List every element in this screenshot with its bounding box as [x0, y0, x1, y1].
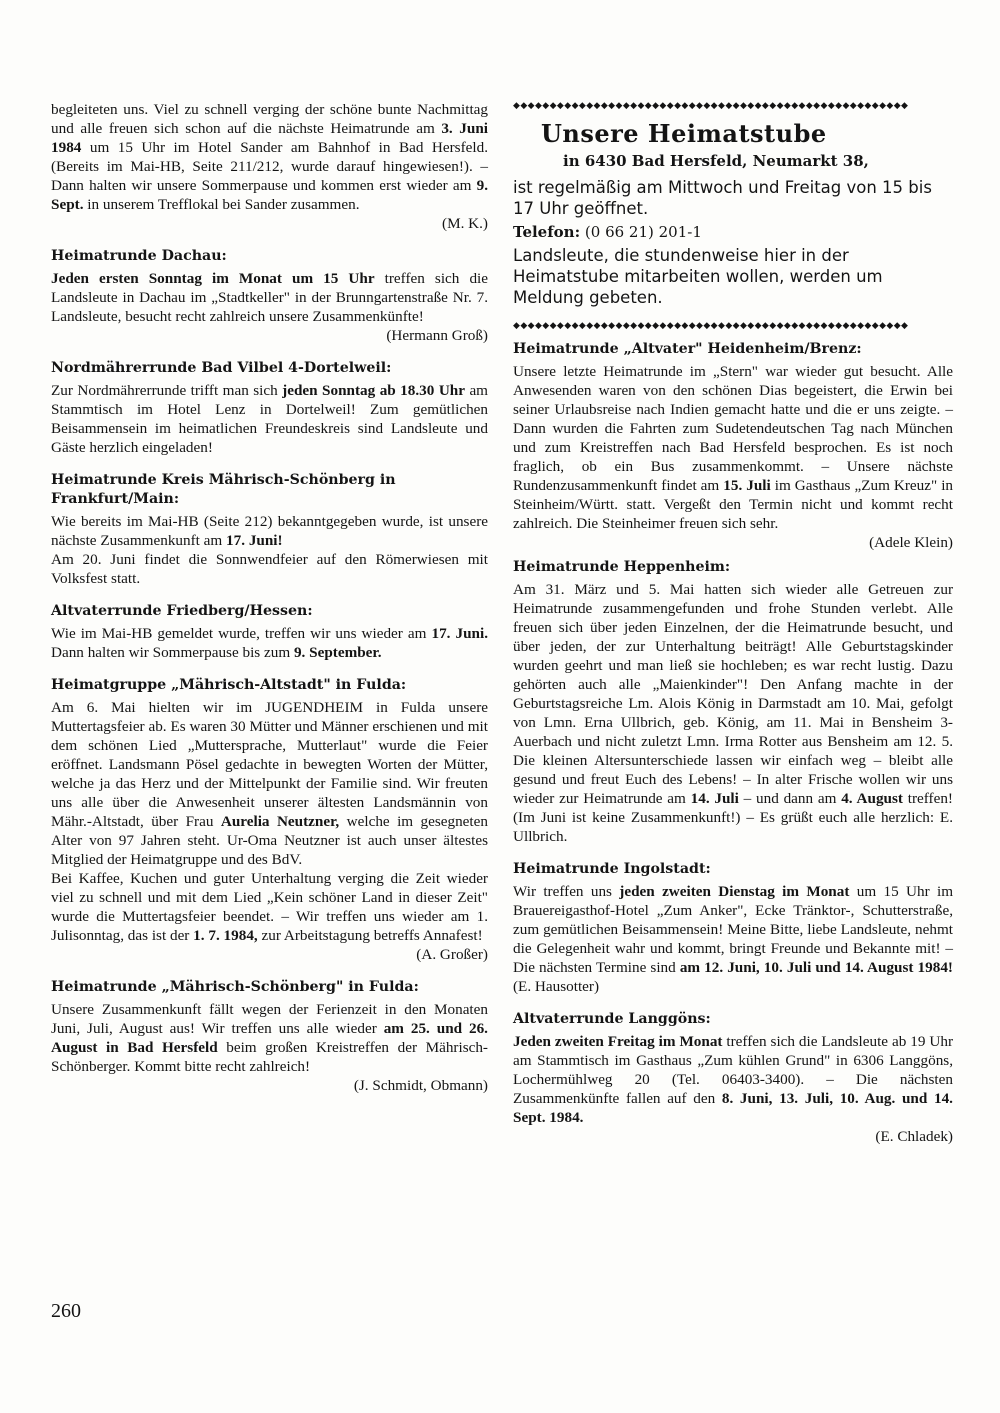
bold-span: am 12. Juni, 10. Juli und 14. August 1984! — [679, 959, 953, 976]
bold-span: jeden zweiten Dienstag im Monat — [619, 883, 850, 900]
article-frankfurt — [51, 471, 488, 588]
text-span: (E. Hausotter) — [513, 978, 600, 995]
text-span: in unserem Trefflokal bei Sander zusammen. — [83, 196, 360, 213]
text-span: begleiteten uns. Viel zu schnell verging der schöne bunte Nachmittag und alle freuen sich schon auf die nächste Heimatrunde am — [51, 101, 488, 137]
text-span: Bei Kaffee, Kuchen und guter Unterhaltung verging die Zeit wieder viel zu schnell und mit dem Lied „Kein schöner Land in dieser Zeit" wurde die Muttertagsfeier beendet. – Wir treffen uns wieder am 1. Julisonntag, das ist der — [51, 870, 488, 944]
article-title: Heimatrunde Dachau: — [51, 248, 227, 264]
text-span: am Stammtisch im Hotel Lenz in Dortelweil! Zum gemütlichen Beisammensein im heimatlichen Freundeskreis sind Landsleute und Gäste herzlich eingeladen! — [51, 382, 488, 456]
telephone — [513, 222, 953, 242]
article-ingolstadt — [513, 860, 953, 996]
article-fulda-schoenberg — [51, 978, 488, 1095]
article-body — [51, 869, 488, 964]
telephone-number: (0 66 21) 201-1 — [580, 223, 702, 241]
signature: (A. Großer) — [416, 946, 488, 963]
text-span: um 15 Uhr im Brauereigasthof-Hotel „Zum Anker", Ecke Tränktor-, Schutterstraße, zum gemütlichen Beisammensein! Meine Bitte, liebe Landsleute, nehmt die Gelegenheit wahr und kommt, bringt Freunde und Bekannte mit! – Die nächsten Termine sind — [513, 883, 954, 976]
bold-span: 1. 7. 1984, — [193, 927, 258, 944]
article-body — [513, 580, 953, 846]
telephone-label: Telefon: — [513, 223, 581, 241]
bold-span: 9. September. — [293, 644, 382, 661]
bold-span: Aurelia Neutzner, — [220, 813, 340, 830]
article-body — [51, 100, 488, 233]
diamond-divider: ◆◆◆◆◆◆◆◆◆◆◆◆◆◆◆◆◆◆◆◆◆◆◆◆◆◆◆◆◆◆◆◆◆◆◆◆◆◆◆◆◆◆◆◆◆◆◆◆◆◆◆◆◆◆ — [513, 321, 909, 331]
article-body — [51, 624, 488, 662]
text-span: treffen sich die Landsleute in Dachau im „Stadtkeller" in der Brunngartenstraße Nr. 7. Landsleute, besucht recht zahlreich unsere Zusammenkünfte! — [51, 270, 489, 325]
article-langgoens — [513, 1010, 953, 1146]
text-span: Am 31. März und 5. Mai hatten sich wieder alle Getreuen zur Heimatrunde zusammengefunden und frohe Stunden verlebt. Alle freuen sich über jeden Einzelnen, der die Heimatrunde besucht, und über jeden, der zur Unterhaltung beiträgt! Alle Geburtstagskinder wurden geehrt und man ließ sie hochleben; es war recht lustig. Dazu gehörten auch alle „Maienkinder"! Den Anfang machte in der Geburtstagsreiche Lm. Alois König in Darmstadt am 10. Mai, gefolgt von Lmn. Erna Ullbrich, geb. König, am 11. Mai in Bensheim 3-Auerbach und nicht zuletzt Lmn. Irma Rotter aus Bensheim am 12. 5. Die kleinen Altersunterschiede lassen wir einfach weg – bleibt alle gesund und freut Euch des Lebens! – In alter Frische wollen wir uns wieder zur Heimatrunde am — [513, 581, 953, 807]
heimatstube-title: Unsere Heimatstube — [541, 119, 827, 148]
bold-span: am 25. und 26. August in Bad Hersfeld — [51, 1020, 488, 1056]
heimatstube-address: in 6430 Bad Hersfeld, Neumarkt 38, — [563, 152, 869, 170]
right-column — [513, 100, 953, 1160]
text-span: treffen sich die Landsleute ab 19 Uhr am Stammtisch im Gasthaus „Zum kühlen Grund" in 6306 Langgöns, Lochermühlweg 20 (Tel. 06403-3400). – Die nächsten Zusammenkünfte fallen auf den — [513, 1033, 953, 1107]
bold-span: 17. Juni! — [226, 532, 283, 549]
text-span: treffen! (Im Juni ist keine Zusammenkunft!) – Es grüßt euch alle herzlich: E. Ullbrich. — [513, 790, 953, 845]
article-body: Am 20. Juni findet die Sonnwendfeier auf den Römerwiesen mit Volksfest statt. — [51, 551, 488, 587]
article-title: Heimatrunde Heppenheim: — [513, 559, 731, 575]
signature: (Adele Klein) — [869, 534, 953, 551]
article-body — [513, 882, 953, 996]
article-title: Nordmährerrunde Bad Vilbel 4-Dortelweil: — [51, 360, 392, 376]
bold-span: 8. Juni, 13. Juli, 10. Aug. und 14. Sept. 1984. — [513, 1090, 953, 1126]
article-title: Altvaterrunde Friedberg/Hessen: — [51, 603, 313, 619]
article-dachau — [51, 247, 488, 345]
signature: (M. K.) — [442, 215, 488, 232]
text-span: Am 6. Mai hielten wir im JUGENDHEIM in Fulda unsere Muttertagsfeier ab. Es waren 30 Mütter und Männer erschienen und mit dem schönen Lied „Muttersprache, Mutterlaut" wurde die Feier eröffnet. Landsmann Pösel gedachte in bewegten Worten der Mütter, welche ja das Herz und der Mittelpunkt der Familie sind. Wir freuten uns alle über die Anwesenheit unserer ältesten Landsmännin von Mähr.-Altstadt, über Frau — [51, 699, 488, 830]
left-column — [51, 100, 488, 1109]
signature: (Hermann Groß) — [386, 327, 488, 344]
text-span: zur Arbeitstagung betreffs Annafest! — [257, 927, 483, 944]
signature: (J. Schmidt, Obmann) — [353, 1077, 488, 1094]
bold-span: 9. Sept. — [51, 177, 488, 213]
diamond-divider: ◆◆◆◆◆◆◆◆◆◆◆◆◆◆◆◆◆◆◆◆◆◆◆◆◆◆◆◆◆◆◆◆◆◆◆◆◆◆◆◆◆◆◆◆◆◆◆◆◆◆◆◆◆◆ — [513, 101, 909, 111]
signature: (E. Chladek) — [875, 1128, 953, 1145]
text-span: – und dann am — [738, 790, 842, 807]
article-body — [51, 269, 488, 345]
article-heppenheim — [513, 558, 953, 846]
article-body — [513, 362, 953, 552]
bold-span: Jeden ersten Sonntag im Monat um 15 Uhr — [51, 270, 375, 287]
article-body — [51, 698, 488, 869]
bold-span: 14. Juli — [690, 790, 739, 807]
article-intro — [51, 100, 488, 233]
article-title: Heimatrunde „Altvater" Heidenheim/Brenz: — [513, 341, 862, 357]
article-title: Heimatgruppe „Mährisch-Altstadt" in Fulda: — [51, 677, 407, 693]
text-span: Dann halten wir Sommerpause bis zum — [51, 644, 294, 661]
bold-span: jeden Sonntag ab 18.30 Uhr — [282, 382, 465, 399]
article-body — [51, 1000, 488, 1095]
article-body — [51, 381, 488, 457]
text-span: Unsere Zusammenkunft fällt wegen der Ferienzeit in den Monaten Juni, Juli, August aus! Wir treffen uns alle wieder — [51, 1001, 488, 1037]
article-title: Heimatrunde Ingolstadt: — [513, 861, 711, 877]
bold-span: Jeden zweiten Freitag im Monat — [513, 1033, 723, 1050]
bold-span: 17. Juni. — [431, 625, 488, 642]
page-number: 260 — [51, 1300, 81, 1322]
article-heidenheim — [513, 340, 953, 552]
opening-hours: ist regelmäßig am Mittwoch und Freitag von 15 bis 17 Uhr geöffnet. — [513, 178, 932, 218]
article-title: Altvaterrunde Langgöns: — [513, 1011, 711, 1027]
text-span: beim großen Kreistreffen der Mährisch-Schönberger. Kommt bitte recht zahlreich! — [51, 1039, 488, 1075]
bold-span: 3. Juni 1984 — [51, 120, 488, 156]
article-body — [51, 512, 488, 550]
article-title: Heimatrunde Kreis Mährisch-Schönberg in Frankfurt/Main: — [51, 472, 396, 507]
article-fulda-altstadt — [51, 676, 488, 964]
article-friedberg — [51, 602, 488, 662]
heimatstube-notice — [513, 120, 953, 308]
text-span: um 15 Uhr im Hotel Sander am Bahnhof in Bad Hersfeld. (Bereits im Mai-HB, Seite 211/212, wurde darauf hingewiesen!). – Dann halten wir unsere Sommerpause und kommen erst wieder am — [51, 139, 488, 194]
text-span: welche im gesegneten Alter von 97 Jahren steht. Ur-Oma Neutzner ist auch unser ältestes Mitglied der Heimatgruppe und des BdV. — [51, 813, 488, 868]
text-span: Unsere letzte Heimatrunde im „Stern" war wieder gut besucht. Alle Anwesenden waren von den schönen Dias begeistert, die Erwin bei seiner Urlaubsreise nach Indien gemacht hatte und die er uns zeigte. – Dann wurden die Fahrten zum Sudetendeutschen Tag nach München und zum Kreistreffen nach Bad Hersfeld besprochen. Es ist noch fraglich, ob ein Bus zusammenkommt. – Unsere nächste Rundenzusammenkunft findet am — [513, 363, 953, 494]
volunteer-call: Landsleute, die stundenweise hier in der Heimatstube mitarbeiten wollen, werden um Meldung gebeten. — [513, 246, 883, 307]
text-span: Wir treffen uns — [513, 883, 620, 900]
bold-span: 4. August — [841, 790, 903, 807]
article-bad-vilbel — [51, 359, 488, 457]
text-span: im Gasthaus „Zum Kreuz" in Steinheim/Württ. statt. Vergeßt den Termin nicht und kommt recht zahlreich. Die Steinheimer freuen sich sehr. — [513, 477, 954, 532]
text-span: Wie im Mai-HB gemeldet wurde, treffen wir uns wieder am — [51, 625, 432, 642]
article-body — [513, 1032, 953, 1146]
article-title: Heimatrunde „Mährisch-Schönberg" in Fulda: — [51, 979, 419, 995]
bold-span: 15. Juli — [723, 477, 771, 494]
text-span: Wie bereits im Mai-HB (Seite 212) bekanntgegeben wurde, ist unsere nächste Zusammenkunft am — [51, 513, 488, 549]
text-span: Zur Nordmährerrunde trifft man sich — [51, 382, 283, 399]
